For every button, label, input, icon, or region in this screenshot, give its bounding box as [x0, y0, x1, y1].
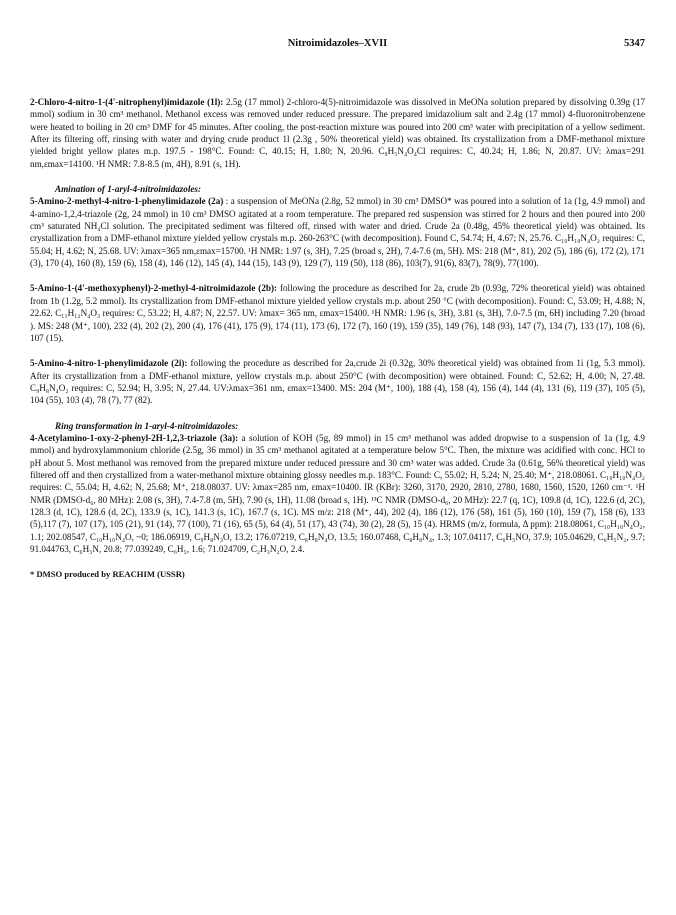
paragraph-compound-2b: [30, 282, 645, 344]
paragraph-compound-2a: [30, 195, 645, 269]
paragraph-text: following the procedure as described for 2a, crude 2b (0.93g, 72% theoretical yield) was obtained from 1b (1.2g, 5.2 mmol). Its crystallization from DMF-ethanol mixture yielded yellow crystals m.p. about 250 °C (with decomposition). Found: C, 53.09; H, 4.88; N, 22.62. C₁₁H₁₂N₄O₃ requires: C, 53.22; H, 4.87; N, 22.57. UV: λmax= 365 nm, εmax=15400. ¹H NMR: 1.96 (s, 3H), 3.81 (s, 3H), 7.0-7.5 (m, 6H) including 7.20 (broad ). MS: 248 (M⁺, 100), 232 (4), 202 (2), 200 (4), 176 (41), 175 (9), 174 (11), 173 (6), 172 (7), 160 (19), 159 (35), 149 (76), 148 (93), 147 (7), 134 (7), 133 (17), 108 (6), 107 (15).: [30, 283, 645, 343]
paragraph-text: : a suspension of MeONa (2.8g, 52 mmol) in 30 cm³ DMSO* was poured into a solution of 1a (1g, 4.9 mmol) and 4-amino-1,2,4-triazole (2g, 24 mmol) in 10 cm³ DMSO agitated at a room temperature. The prepared red suspension was stirred for 2 hours and then poured into 200 cm³ saturated NH₄Cl solution. The precipitated sediment was filtered off, rinsed with water and dried. Crude 2a (0.48g, 45% theoretical yield) was obtained. Its crystallization from a DMF-ethanol mixture yielded yellow crystals m.p. 260-263°C (with decomposition). Found C, 54.74; H, 4.67; N, 25.76. C₁₀H₁₀N₄O₂ requires: C, 55.04; H, 4.62; N, 25.68. UV: λmax=365 nm,εmax=15700. ¹H NMR: 1.97 (s, 3H), 7.25 (broad s, 2H), 7.4-7.6 (m, 5H). MS: 218 (M⁺, 81), 202 (5), 186 (6), 172 (2), 171 (3), 170 (4), 160 (8), 159 (6), 158 (4), 146 (12), 145 (4), 144 (15), 143 (9), 129 (7), 119 (50), 118 (86), 103(7), 91(6), 83(7), 78(9), 77(100).: [30, 196, 645, 269]
compound-heading: 4-Acetylamino-1-oxy-2-phenyl-2H-1,2,3-triazole (3a):: [30, 432, 239, 443]
compound-heading: 2-Chloro-4-nitro-1-(4'-nitrophenyl)imidazole (1l):: [30, 97, 224, 107]
journal-page: [30, 38, 645, 579]
paragraph-compound-1l: [30, 96, 645, 170]
footnote: * DMSO produced by REACHIM (USSR): [30, 569, 185, 580]
paragraph-text: 2.5g (17 mmol) 2-chloro-4(5)-nitroimidazole was dissolved in MeONa solution prepared by dissolving 0.39g (17 mmol) sodium in 30 cm³ methanol. Methanol excess was removed under reduced pressure. The prepared imidazolium salt and 2.4g (17 mmol) 4-fluoronitrobenzene were heated to boiling in 20 cm³ DMF for 45 minutes. After cooling, the post-reaction mixture was poured into 200 cm³ water with precipitation of a yellow sediment. After its filtering off, rinsing with water and drying crude product 1l (2.3g , 50% theoretical yield) was obtained. Its crystallization from a DMF-methanol mixture yielded bright yellow plates m.p. 197.5 - 198°C. Found: C, 40.15; H, 1.80; N, 20.96. C₉H₅N₄O₄Cl requires: C, 40.24; H, 1.86; N, 20.87. UV: λmax=291 nm,εmax=14100. ¹H NMR: 7.8-8.5 (m, 4H), 8.91 (s, 1H).: [30, 97, 646, 169]
compound-heading: 5-Amino-1-(4'-methoxyphenyl)-2-methyl-4-nitroimidazole (2b):: [30, 283, 278, 294]
paragraph-compound-2i: [30, 357, 645, 406]
compound-heading: 5-Amino-4-nitro-1-phenylimidazole (2i):: [30, 358, 188, 369]
page-number: 5347: [624, 38, 645, 49]
compound-heading: 5-Amino-2-methyl-4-nitro-1-phenylimidazole (2a): [30, 196, 224, 207]
running-header: [30, 38, 645, 54]
running-title: Nitroimidazoles–XVII: [287, 38, 388, 49]
paragraph-text: a solution of KOH (5g, 89 mmol) in 15 cm³ methanol was added dropwise to a suspension of 1a (1g, 4.9 mmol) and hydroxylammonium chloride (2.5g, 36 mmol) in 35 cm³ methanol agitated at a temperature below 5°C. Then, the mixture was acidified with conc. HCl to pH about 5. Most methanol was removed from the prepared mixture under reduced pressure and 30 cm³ water was added. Crude 3a (0.61g, 56% theoretical yield) was filtered off and then crystallized from a water-methanol mixture obtaining glossy needles m.p. 183°C. Found: C, 55.02; H, 5.24; N, 25.40; M⁺, 218.08061. C₁₀H₁₀N₄O₂ requires: C, 55.04; H, 4.62; N, 25.68; M⁺, 218.08037. UV: λmax=285 nm, εmax=10400. IR (KBr): 3260, 3170, 2920, 2810, 2780, 1680, 1560, 1520, 1260 cm⁻¹. ¹H NMR (DMSO-d₆, 80 MHz): 2.08 (s, 3H), 7.4-7.8 (m, 5H), 7.90 (s, 1H), 11.08 (broad s, 1H). ¹³C NMR (DMSO-d₆, 20 MHz): 22.7 (q, 1C), 109.8 (d, 1C), 122.6 (d, 2C), 128.3 (d, 1C), 128.6 (d, 2C), 133.9 (s, 1C), 141.3 (s, 1C), 167.7 (s, 1C). MS m/z: 218 (M⁺, 44), 202 (4), 186 (12), 176 (58), 161 (5), 160 (10), 159 (7), 158 (6), 133 (5),117 (7), 107 (17), 105 (21), 91 (14), 77 (100), 71 (16), 65 (5), 64 (4), 51 (17), 43 (74), 30 (2), 28 (5), 15 (4). HRMS (m/z, formula, Δ ppm): 218.08061, C₁₀H₁₀N₄O₂, 1.1; 202.08547, C₁₀H₁₀N₄O, ~0; 186.06919, C₉H₈N₃O, 13.2; 176.07219, C₈H₈N₄O, 13.5; 160.07468, C₈H₈N₄, 1.3; 107.04117, C₆H₅NO, 37.9; 105.04629, C₆H₅N₂, 9.7; 91.044763, C₆H₅N, 20.8; 77.039249, C₆H₅, 1.6; 71.024709, C₂H₃N₂O, 2.4.: [30, 432, 645, 554]
paragraph-compound-3a: [30, 432, 645, 555]
section-heading-amination: Amination of 1-aryl-4-nitroimidazoles:: [55, 184, 202, 195]
paragraph-text: following the procedure as described for 2a,crude 2i (0.32g, 30% theoretical yield) was obtained from 1i (1g, 5.3 mmol). After its crystallization from a DMF-ethanol mixture, yellow crystals m.p. about 250°C (with decomposition) were obtained. Found: C, 52.62; H, 4.00; N, 27.48. C₉H₈N₄O₂ requires: C, 52.94; H, 3.95; N, 27.44. UV:λmax=361 nm, εmax=13400. MS: 204 (M⁺, 100), 188 (4), 158 (4), 156 (4), 144 (4), 131 (6), 119 (37), 105 (5), 104 (55), 103 (4), 78 (7), 77 (82).: [30, 358, 645, 406]
article-body: [30, 96, 645, 579]
section-heading-ring-transformation: Ring transformation in 1-aryl-4-nitroimidazoles:: [55, 420, 239, 431]
